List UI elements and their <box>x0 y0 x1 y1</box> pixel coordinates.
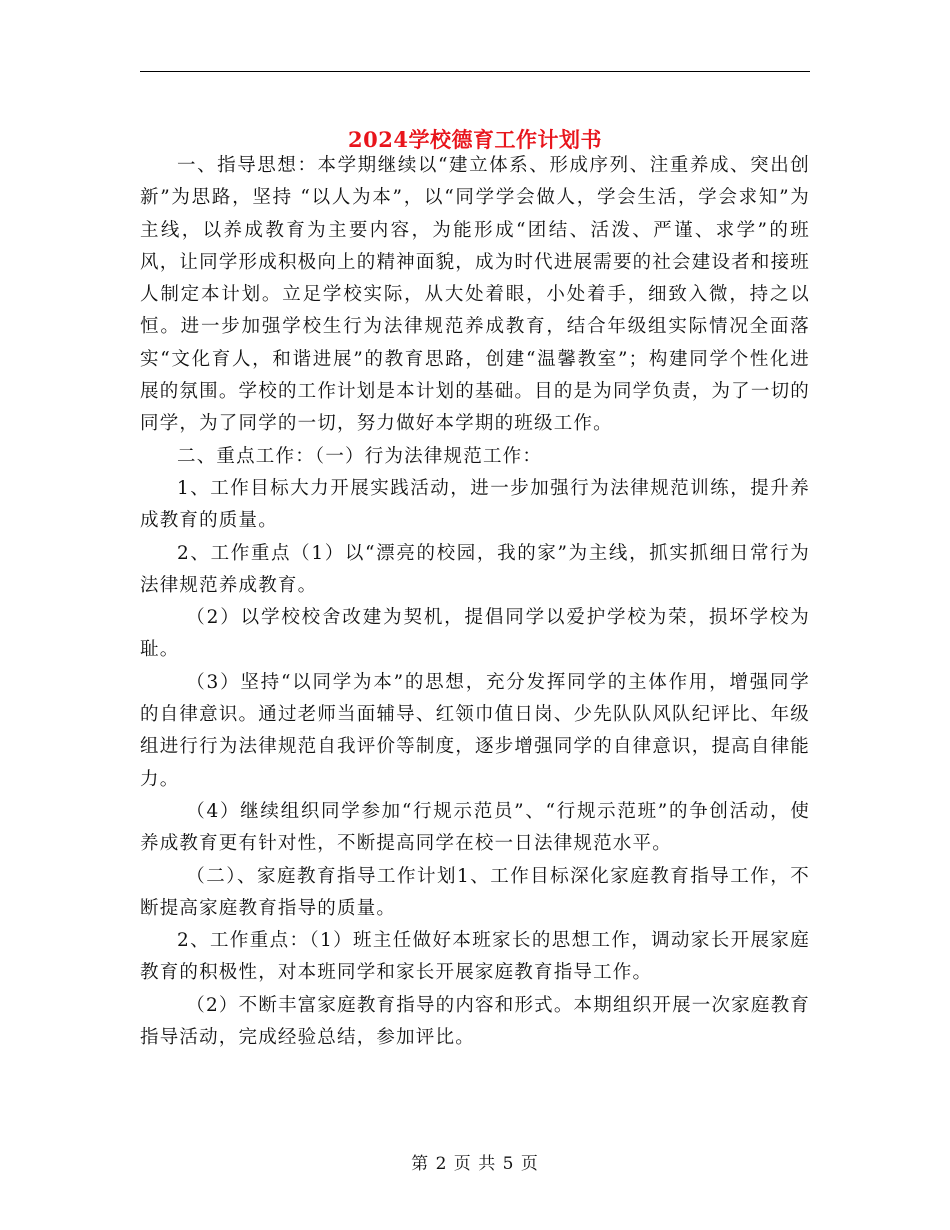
paragraph-guiding-ideology: 一、指导思想：本学期继续以“建立体系、形成序列、注重养成、突出创新”为思路，坚持 “以人为本”，以“同学学会做人，学会生活，学会求知”为主线，以养成教育为主要内容，为能形成“团结、活泼、严谨、求学”的班风，让同学形成积极向上的精神面貌，成为时代进展需要的社会建设者和接班人制定本计划。立足学校实际，从大处着眼，小处着手，细致入微，持之以恒。进一步加强学校生行为法律规范养成教育，结合年级组实际情况全面落实“文化育人，和谐进展”的教育思路，创建“温馨教室”；构建同学个性化进展的氛围。学校的工作计划是本计划的基础。目的是为同学负责，为了一切的同学，为了同学的一切，努力做好本学期的班级工作。 <box>140 155 810 435</box>
paragraph-work-focus-4: （4）继续组织同学参加“行规示范员”、“行规示范班”的争创活动，使养成教育更有针对性，不断提高同学在校一日法律规范水平。 <box>140 800 810 855</box>
document-body <box>140 150 810 1054</box>
paragraph-family-education-plan: （二）、家庭教育指导工作计划1、工作目标深化家庭教育指导工作，不断提高家庭教育指导的质量。 <box>140 865 810 919</box>
paragraph-work-goal: 1、工作目标大力开展实践活动，进一步加强行为法律规范训练，提升养成教育的质量。 <box>140 477 810 532</box>
paragraph-family-work-focus-2: （2）不断丰富家庭教育指导的内容和形式。本期组织开展一次家庭教育指导活动，完成经验总结，参加评比。 <box>140 994 810 1049</box>
paragraph-key-work-heading: 二、重点工作：（一）行为法律规范工作： <box>177 445 543 467</box>
document-title: 2024学校德育工作计划书 <box>348 127 602 153</box>
paragraph-work-focus-3: （3）坚持“以同学为本”的思想，充分发挥同学的主体作用，增强同学的自律意识。通过老师当面辅导、红领巾值日岗、少先队队风队纪评比、年级组进行行为法律规范自我评价等制度，逐步增强同学的自律意识，提高自律能力。 <box>140 671 810 790</box>
page-number: 第 2 页 共 5 页 <box>411 1154 539 1174</box>
paragraph-work-focus-2: （2）以学校校舍改建为契机，提倡同学以爱护学校为荣，损坏学校为耻。 <box>140 607 810 661</box>
paragraph-work-focus-1: 2、工作重点（1）以“漂亮的校园，我的家”为主线，抓实抓细日常行为法律规范养成教育。 <box>140 542 810 596</box>
paragraph-family-work-focus-1: 2、工作重点：（1）班主任做好本班家长的思想工作，调动家长开展家庭教育的积极性，对本班同学和家长开展家庭教育指导工作。 <box>140 930 810 984</box>
header-rule <box>140 71 810 72</box>
